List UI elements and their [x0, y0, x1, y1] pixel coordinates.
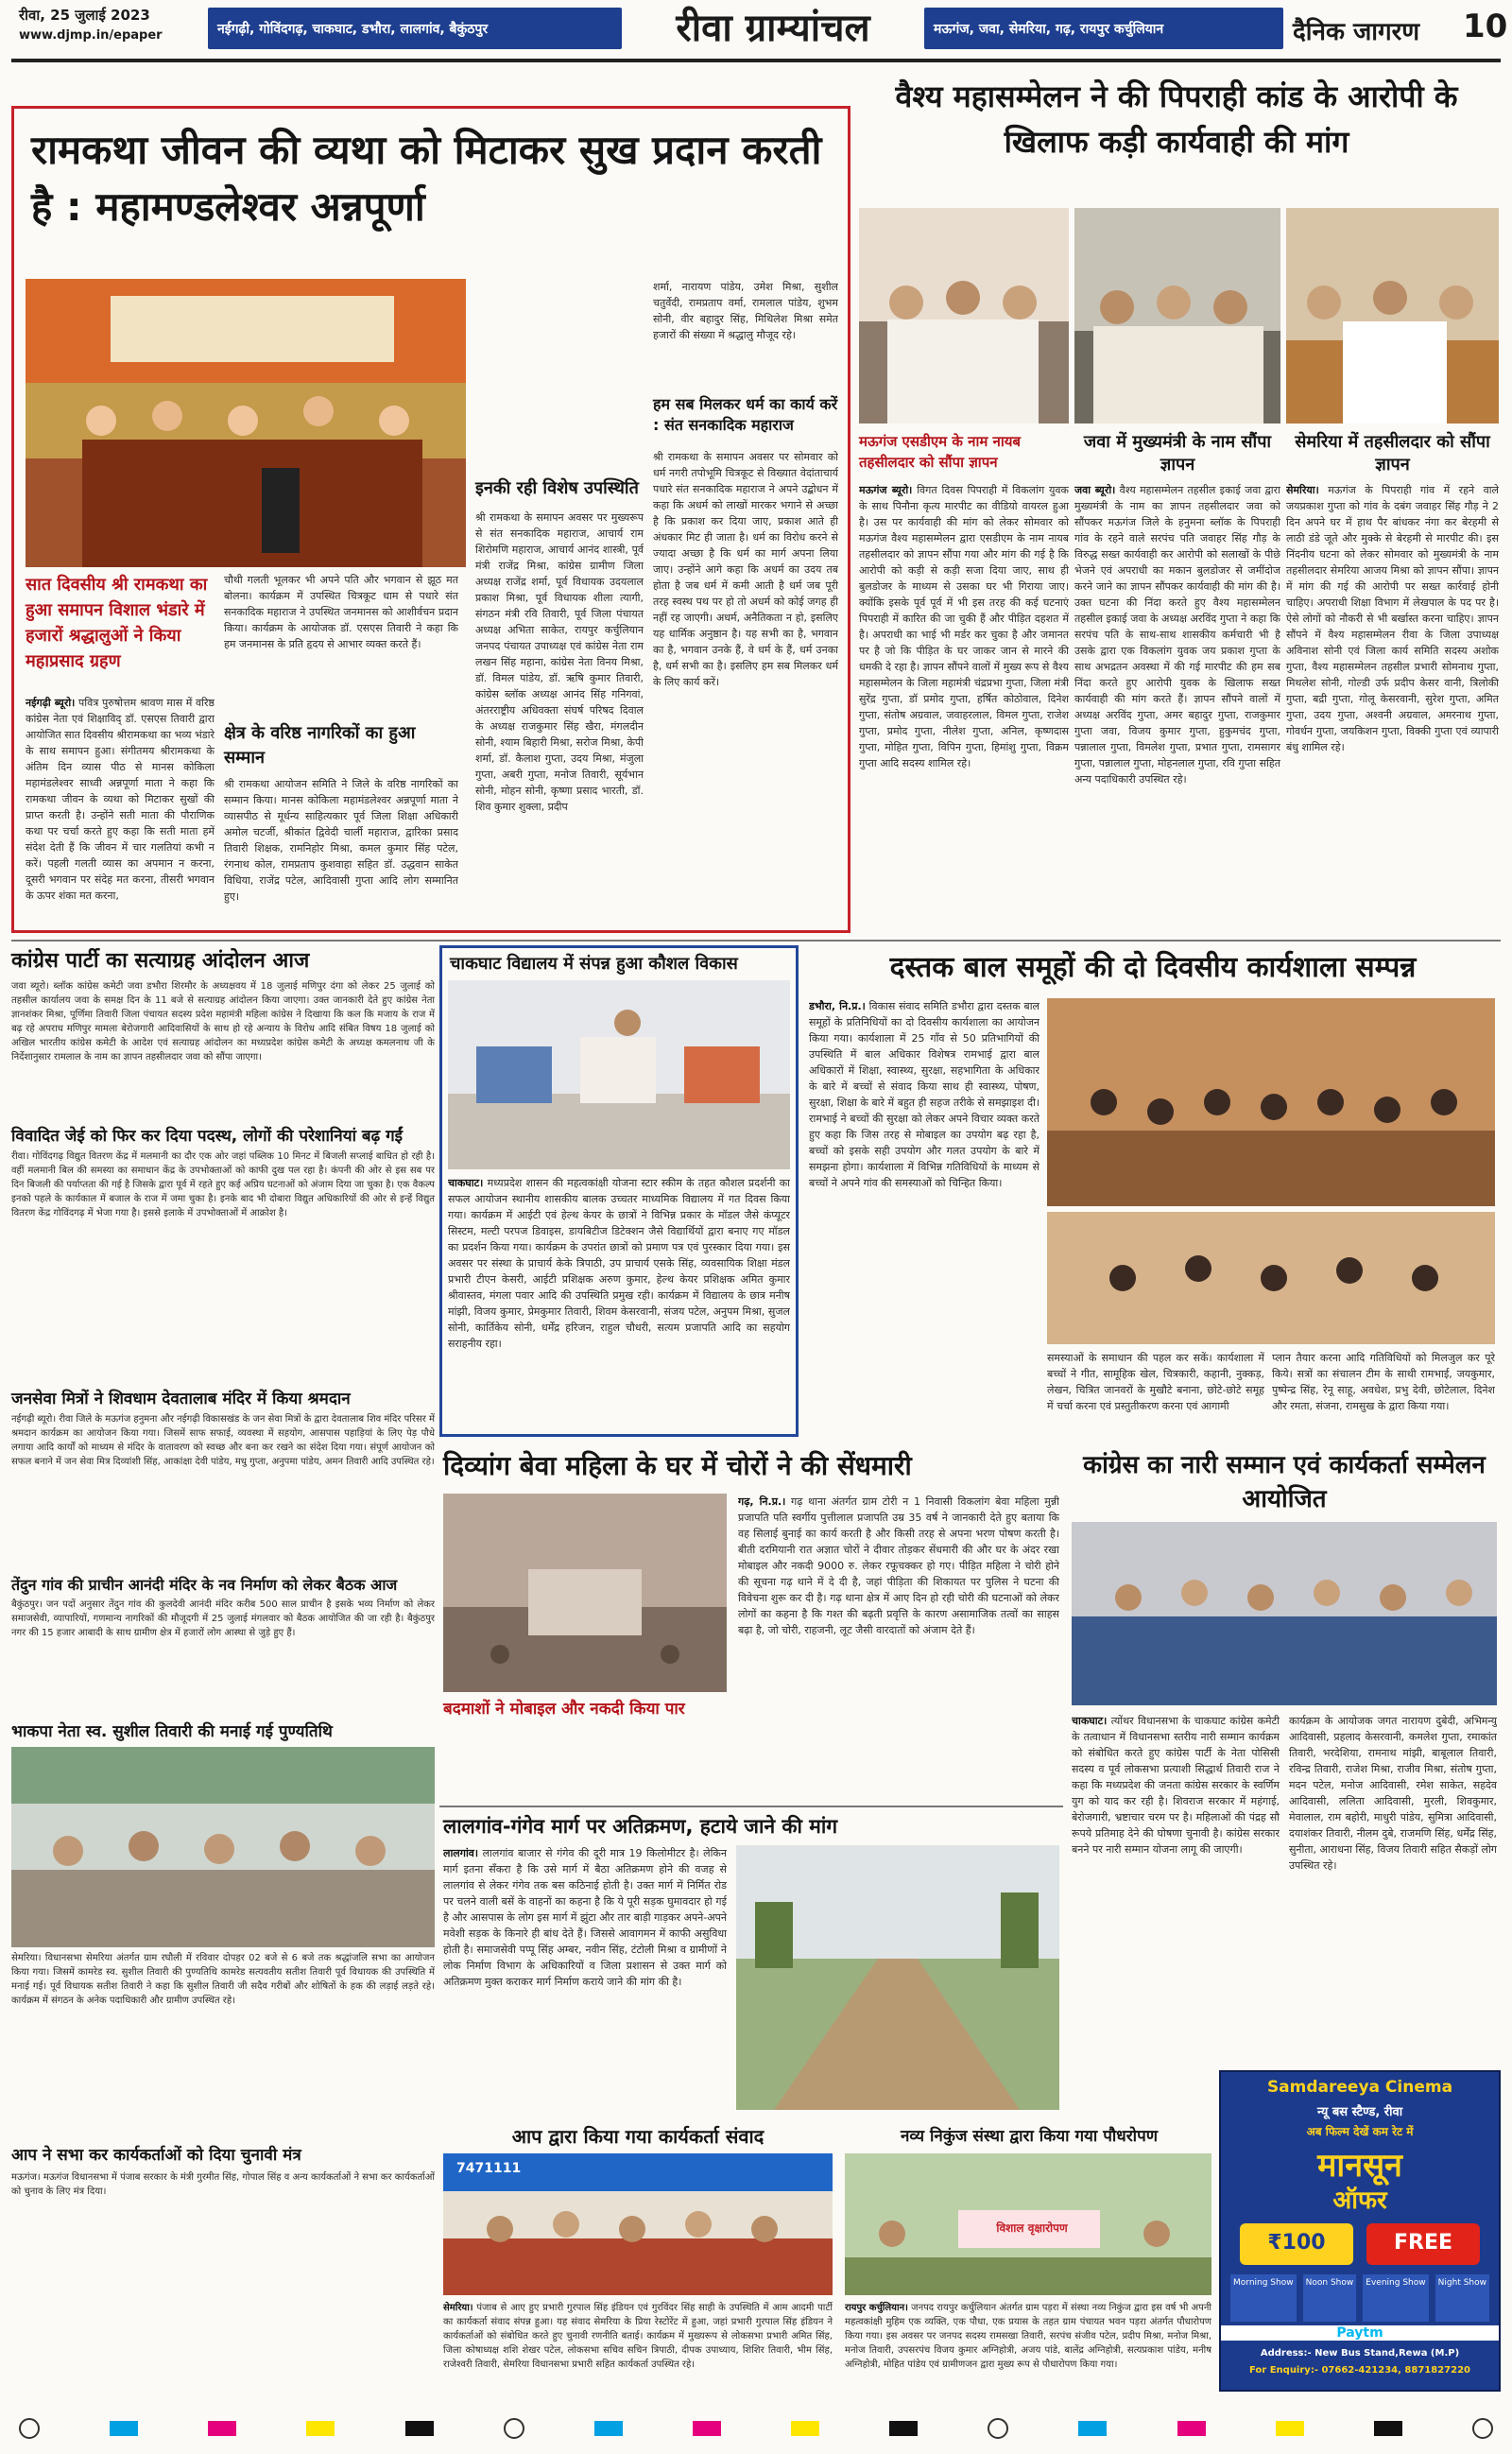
brief-je: रीवा। गोविंदगढ़ विद्युत वितरण केंद्र में मलमानी का दौर एक ओर जहां पब्लिक 10 मिनट में बिजली सप्लाई बाधित हो रही है। वहीं मलमानी बिल की समस्या का समाधान केंद्र के उपभोक्ताओं को काफी दुख पल रहा है। कंपनी की ओर से इस सब पर दिन बिजली की पर्याप्तता की गई है जिसके द्वारा पूर्व में रहते हुए कई अप्रिय घटनाओं को अंजाम दिया जा चुका है। एक वैकल्प इनको पहले के कार्यकाल में बजाल के राज में जमा चुका है। इनके बाद भी दोबारा विद्युत अधिकारियों की ओर से इन्हें विद्युत वितरण केंद्र गोविंदगढ़ में भेजा गया है। इससे इलाके में उपभोक्ताओं में आक्रोश है।: [11, 1151, 435, 1218]
col-jawa: [1074, 482, 1280, 926]
photo-subhead: सात दिवसीय श्री रामकथा का हुआ समापन विशाल भंडारे में हजारों श्रद्धालुओं ने किया महाप्रसाद ग्रहण: [26, 575, 208, 671]
body-text: मध्यप्रदेश शासन की महत्वकांक्षी योजना स्टार स्कीम के तहत कौशल प्रदर्शनी का सफल आयोजन स्थानीय शासकीय बालक उच्चतर माध्यमिक विद्यालय में गत दिवस किया गया। कार्यक्रम में आईटी एवं हेल्थ केयर के छात्रों ने विभिन्न प्रकार के मॉडल जैसे कंप्यूटर सिस्टम, मल्टी परपज डिवाइस, डायबिटीज डिटेक्शन जैसे विद्यार्थियों द्वारा बनाए गए मॉडल का प्रदर्शन किया गया। कार्यक्रम के उपरांत छात्रों को प्रमाण पत्र एवं पुरस्कार दिया गया। इस अवसर पर संस्था के प्राचार्य केके त्रिपाठी, उप प्राचार्य एसके सिंह, व्यवसायिक शिक्षा मंडल प्रभारी टीएन केसरी, आईटी प्रशिक्षक अरुण कुमार, हेल्थ केयर प्रशिक्षक अमित कुमार श्रीवास्तव, मंगला पवार आदि की उपस्थिति प्रमुख रही। कार्यक्रम में विद्यालय के छात्र मनीष मांझी, विजय कुमार, प्रेमकुमार तिवारी, शिवम केसरवानी, संजय पटेल, अनुपम मिश्रा, सुजल सोनी, कार्तिकेय सोनी, धर्मेंद्र हरिजन, राहुल चौधरी, सत्यम प्रजापति आदि का सहयोग सराहनीय रहा।: [448, 1177, 790, 1350]
color-swatch: [405, 2421, 434, 2436]
aap-banner-number: 7471111: [456, 2161, 522, 2176]
ad-address: Address:- New Bus Stand,Rewa (M.P): [1260, 2348, 1460, 2359]
color-swatch: [306, 2421, 335, 2436]
article-vaishya: [855, 66, 1501, 936]
dastak-col-3: प्लान तैयार करना आदि गतिविधियों को मिलजुल कर पूरे किये। सत्रों का संचालन टीम के साथी रामभाई, जयकुमार, पुष्पेन्द्र सिंह, रेनू साहू, अवधेश, प्रभु देवी, छोटेलाल, दिनेश और रमता, संजना, रामसुख के द्वारा किया गया।: [1272, 1352, 1495, 1412]
color-swatch: [594, 2421, 623, 2436]
showtime: Morning Show: [1230, 2274, 1297, 2322]
encroachment-body: [443, 1845, 727, 2110]
plantation-photo: [845, 2153, 1211, 2295]
ad-free: FREE: [1393, 2231, 1453, 2255]
ad-paytm: Paytm: [1221, 2325, 1499, 2341]
col-3: श्री रामकथा के समापन अवसर पर मुख्यरूप से संत सनकादिक महाराज, आचार्य राम शिरोमणि महाराज, आचार्य आनंद शास्त्री, पूर्व मंत्री राजेंद्र मिश्रा, कांग्रेस ग्रामीण जिला अध्यक्ष राजेंद्र शर्मा, पूर्व विधायक उदयलाल प्रकाश मिश्रा, पूर्व विधायक शीला त्यागी, संगठन मंत्री रवि तिवारी, पूर्व जिला पंचायत अध्यक्ष अभिता साकेत, रायपुर कर्चुलियान जनपद पंचायत उपाध्यक्ष एवं कांग्रेस नेता राम लखन सिंह महाना, कांग्रेस नेता विनय मिश्रा, डॉ. विमल पांडेय, डॉ. ऋषि कुमार तिवारी, कांग्रेस ब्लॉक अध्यक्ष आनंद सिंह गनिगवां, अंतरराष्ट्रीय अधिवक्ता संघर्ष परिषद दिवाल के अध्यक्ष राजकुमार सिंह खैरा, मंगलदीन सोनी, श्याम बिहारी मिश्रा, सरोज मिश्रा, केपी शर्मा, डॉ. कैलाश गुप्ता, उदय मिश्रा, मंजुला गुप्ता, अबरी गुप्ता, मनोज तिवारी, सूर्यभान सोनी, मोहन सोनी, कृष्णा प्रसाद भारती, डॉ. शिव कुमार शुक्ला, प्रदीप: [475, 511, 644, 813]
ad-price-box: [1240, 2223, 1353, 2265]
divider: [11, 940, 1501, 942]
ad-free-box: [1366, 2223, 1480, 2265]
color-swatch: [693, 2421, 721, 2436]
registration-strip: [19, 2416, 1493, 2441]
showtime: Evening Show: [1363, 2274, 1428, 2322]
dateline: सेमरिया।: [1286, 484, 1319, 496]
brief-aap-mantra: मऊगंज। मऊगंज विधानसभा में पंजाब सरकार के मंत्री गुरमीत सिंह, गोपाल सिंह व अन्य कार्यकर्ताओं ने सभा कर कार्यकर्ताओं को चुनाव के लिए मंत्र दिया।: [11, 2172, 435, 2197]
color-swatch: [1078, 2421, 1107, 2436]
plantation-banner: विशाल वृक्षारोपण: [996, 2221, 1068, 2235]
article-headline: आप द्वारा किया गया कार्यकर्ता संवाद: [511, 2125, 765, 2148]
body-text: त्योंथर विधानसभा के चाकघाट कांग्रेस कमेटी के तत्वाधान में विधानसभा स्तरीय नारी सम्मान कार्यक्रम को संबोधित करते हुए कांग्रेस पार्टी के नेता पोसिसी सदस्य व पूर्व लोकसभा प्रत्याशी सिद्धार्थ तिवारी राज ने कहा कि मध्यप्रदेश की जनता कांग्रेस सरकार के स्वर्णिम युग को याद कर रही है। शिवराज सरकार में महंगाई, बेरोजगारी, भ्रष्टाचार चरम पर है। महिलाओं की पंद्रह सौ रूपये प्रतिमाह देने की घोषणा चुनावी है। कांग्रेस सरकार बनने पर नारी सम्मान योजना लागू की जाएगी।: [1072, 1715, 1280, 1856]
column-briefs: [11, 945, 435, 2392]
dastak-photo-2: [1047, 1212, 1495, 1344]
road-photo: [736, 1845, 1059, 2110]
women-col-1: [1072, 1713, 1280, 2061]
article-headline: लालगांव-गंगेव मार्ग पर अतिक्रमण, हटाये जाने की मांग: [443, 1815, 838, 1838]
headline-je: विवादित जेई को फिर कर दिया पदस्थ, लोगों की परेशानियां बढ़ गईं: [11, 1127, 404, 1146]
masthead-title: रीवा ग्राम्यांचल: [676, 6, 870, 50]
col-semariya: [1286, 482, 1499, 926]
headline-shivdham: जनसेवा मित्रों ने शिवधाम देवतालाब मंदिर में किया श्रमदान: [11, 1390, 351, 1408]
headline-aap-mantra: आप ने सभा कर कार्यकर्ताओं को दिया चुनावी मंत्र: [11, 2146, 301, 2165]
caption-mauganj: मऊगंज एसडीएम के नाम नायब तहसीलदार को सौंपा ज्ञापन: [859, 433, 1021, 471]
dateline: गढ़, नि.प्र.।: [738, 1495, 786, 1508]
dateline: रायपुर कर्चुलियान।: [845, 2303, 908, 2313]
women-col-2: कार्यक्रम के आयोजक जगत नारायण दुबेदी, अभिमन्यु आदिवासी, प्रहलाद केसरवानी, कमलेश गुप्ता, रमाकांत तिवारी, भरदेशिया, रामनाथ मांझी, बाबूलाल तिवारी, रविन्द्र तिवारी, राजेश मिश्रा, राजीव मिश्रा, संतोष गुप्ता, मदन पटेल, मनोज आदिवासी, रमेश साकेत, सहदेव आदिवासी, ललिता आदिवासी, मुरली, शिवकुमार, मेवालाल, राम बहोरी, माधुरी पांडेय, सुमित्रा आदिवासी, दयाशंकर तिवारी, नीलम दुबे, राजमणि सिंह, धर्मेंद्र सिंह, सुनीता, आराधना सिंह, विजय तिवारी सहित सैकड़ों लोग उपस्थित रहे।: [1289, 1715, 1497, 1872]
color-swatch: [791, 2421, 819, 2436]
col-1-text: पवित्र पुरुषोत्तम श्रावण मास में वरिष्ठ कांग्रेस नेता एवं शिक्षाविद् डॉ. एसएस तिवारी द्वारा आयोजित सात दिवसीय श्रीरामकथा का भव्य भंडारे के साथ समापन हुआ। संगीतमय श्रीरामकथा के अंतिम दिन व्यास पीठ से मानस कोकिला महामंडलेश्वर साध्वी अन्नपूर्णा माता ने कहा कि रामकथा जीवन के व्यथा को मिटाकर सुखों की प्राप्त करती है। उन्होंने सती माता की पौराणिक कथा पर चर्चा करते हुए कहा कि सती माता हमें संदेश देती हैं कि जीवन में चार गलतियां कभी न करें। पहली गलती व्यास का अपमान न करना, दूसरी भगवान पर संदेह मत करना, तीसरी भगवान के ऊपर शंका मत करना,: [26, 697, 215, 902]
brief-tendun: बैकुंठपुर। जन पदों अनुसार तेंदुन गांव की कुलदेवी आनंदी मंदिर करीब 500 साल प्राचीन है इसके भव्य निर्माण को लेकर समाजसेवी, व्यापारियों, गणमान्य नागरिकों की मौजूदगी में 25 जुलाई मंगलवार को बैठक आयोजित की जा रही है। बैकुंठपुर नगर की 15 हजार आबादी के साथ ग्रामीण क्षेत्र में हजारों लोग आस्था से जुड़े हुए हैं।: [11, 1599, 435, 1638]
dateline: डभौरा, नि.प्र.।: [809, 1000, 866, 1012]
registration-mark: [988, 2418, 1008, 2439]
brief-shivdham: नईगढ़ी ब्यूरो। रीवा जिले के मऊगंज हनुमना और नईगढ़ी विकासखंड के जन सेवा मित्रों के द्वारा देवतालाब शिव मंदिर परिसर में श्रमदान कार्यक्रम का आयोजन किया गया। जिसमें साफ सफाई, व्यवस्था में सहयोग, आसपास पहाड़ियां के लिए पेड़ पौधे लगाया आदि कार्यों को माध्यम से मंदिर के वातावरण को स्वच्छ और बना कर रखने का संदेश दिया गया। संपूर्ण आयोजन को सफल बनाने में जन सेवा मित्र दिव्यांशी सिंह, आकांक्षा देवी पांडेय, मधु गुप्ता, अनुपमा पांडेय, अमन तिवारी आदि उपस्थित रहे।: [11, 1414, 435, 1467]
col-1: [26, 695, 215, 929]
page-header: [0, 0, 1512, 57]
dastak-photo-1: [1047, 998, 1495, 1206]
color-swatch: [1374, 2421, 1402, 2436]
article-headline: नव्य निकुंज संस्था द्वारा किया गया पौधरोपण: [900, 2127, 1159, 2146]
ad-monsoon: मानसून: [1317, 2147, 1402, 2185]
ad-offer-top: अब फिल्म देखें कम रेट में: [1306, 2125, 1414, 2138]
page-number: 10: [1463, 8, 1508, 45]
photo-punyatithi: [11, 1747, 435, 1947]
article-headline: रामकथा जीवन की व्यथा को मिटाकर सुख प्रदान करती है : महामण्डलेश्वर अन्नपूर्णा: [31, 127, 822, 230]
col-text: विगत दिवस पिपराही में विकलांग युवक के साथ पिनौना कृत्य मारपीट का वीडियो वायरल हुआ है। उस पर कार्यवाही की मांग को लेकर सोमवार को मऊगंज वैश्य महासम्मेलन द्वारा एसडीएम के नाम नायब तहसीलदार को ज्ञापन सौंपा गया और मांग की गई है कि आरोपी को कड़ी से कड़ी सजा दिया जाए, साथ ही बुलडोजर के माध्यम से उसका घर भी गिराया जाए। क्योंकि इसके पूर्व पूर्व में भी इस तरह की कई घटनाएं पिपराही में कारित की जा चुकी हैं और पीड़ित दहशत में है। अपराधी का भाई भी मर्डर कर चुका है और जमानत पर है जो कि पीड़ित के घर जाकर जान से मारने की धमकी दे रहा है। ज्ञापन सौंपने वालों में मुख्य रूप से वैश्य महासम्मेलन के जिला महामंत्री चंद्रप्रभा गुप्ता, जिला मंत्री सुरेंद्र गुप्ता, डॉ प्रमोद गुप्ता, हर्षित कोठोवाल, दिनेश गुप्ता, संतोष अग्रवाल, जवाहरलाल, विमल गुप्ता, राजेश गुप्ता, प्रमोद गुप्ता, नीलेश गुप्ता, अनिल, कृष्णदास गुप्ता, मोहित गुप्ता, विपिन गुप्ता, हिमांशु गुप्ता, विक्रम गुप्ता आदि सदस्य शामिल रहे।: [859, 484, 1069, 769]
right-region-band: मऊगंज, जवा, सेमरिया, गढ़, रायपुर कर्चुलियान: [924, 8, 1283, 49]
registration-mark: [1472, 2418, 1493, 2439]
left-region-band: नईगढ़ी, गोविंदगढ़, चाकघाट, डभौरा, लालगांव, बैकुंठपुर: [208, 8, 622, 49]
registration-mark: [19, 2418, 40, 2439]
aap-photo: [443, 2153, 833, 2295]
ad-showtimes: [1230, 2274, 1489, 2322]
skill-photo: [448, 980, 790, 1169]
dateline: सेमरिया।: [443, 2303, 473, 2313]
registration-mark: [504, 2418, 524, 2439]
caption-jawa: जवा में मुख्यमंत्री के नाम सौंपा ज्ञापन: [1083, 432, 1272, 475]
caption-semariya: सेमरिया में तहसीलदार को सौंपा ज्ञापन: [1295, 432, 1490, 475]
dastak-col-1: [809, 998, 1040, 1424]
article-ramkatha: [11, 106, 850, 933]
ramkatha-photo: [26, 279, 466, 567]
col-4b: श्री रामकथा के समापन अवसर पर सोमवार को धर्म नगरी तपोभूमि चित्रकूट से विख्यात वेदांताचार्य पधारे संत सनकादिक महाराज ने अपने उद्बोधन में कहा कि अधर्म को लाखों मारकर भगाने से अच्छा है कि प्रकाश कर दिया जाए, प्रकाश आते ही अंधकार मिट ही जाता है। धर्म का विरोध करने से ज्यादा अच्छा है कि धर्म का मार्ग अपना लिया जाए। उन्होंने आगे कहा कि अधर्म का उदय तब होता है जब धर्म में कमी आती है धर्म जब पूरी तरह स्वस्थ पथ पर हो तो अधर्म को कोई जगह ही नहीं रह जाएगी। अधर्म, अनैतिकता न हो, इसलिए यह धार्मिक अनुष्ठान है। यह सभी का है, भगवान का है, भगवान उनके हैं, वे धर्म के हैं, धर्म उनका है, धर्म सभी का है। इसलिए हम सब मिलकर धर्म के लिए कार्य करें।: [653, 451, 838, 688]
aap-body: [443, 2301, 833, 2392]
color-swatch: [1177, 2421, 1206, 2436]
article-headline: दस्तक बाल समूहों की दो दिवसीय कार्यशाला सम्पन्न: [889, 951, 1417, 984]
skill-body: [448, 1175, 790, 1430]
issue-date: रीवा, 25 जुलाई 2023: [19, 7, 150, 24]
article-headline: दिव्यांग बेवा महिला के घर में चोरों ने की सेंधमारी: [443, 1450, 912, 1481]
article-aap: [439, 2123, 836, 2397]
brief-satyagraha: जवा ब्यूरो। ब्लॉक कांग्रेस कमेटी जवा डभौरा शिरमौर के अध्यक्षवय में 18 जुलाई मणिपुर दंगा को लेकर 25 जुलाई को तहसील कार्यालय जवा के समक्ष दिन के 11 बजे से सत्याग्रह आंदोलन किया जाएगा। उक्त जानकारी देते हुए कांग्रेस नेता ज्ञानशंकर मिश्रा, पूर्णिमा तिवारी जिला पंचायत सदस्य प्रदेश महामंत्री महिला कांग्रेस ने दिखाया कि कल कि मजाय के राज में बढ़ रहे अपराध मणिपुर मामला बेरोजगारी आदिवासियों के साथ हो रहे अन्याय के विरोध आदि संबित विषय 18 जुलाई को अखिल भारतीय कांग्रेस कमेटी के आदेश एवं सत्याग्रह आंदोलन का मध्यप्रदेश कांग्रेस कमेटी के अध्यक्ष कमलनाथ जी के निर्देशानुसार रामलाल के नाम का ज्ञापन तहसीलदार जवा को सौंपा जाएगा।: [11, 981, 435, 1063]
photo-mauganj: [859, 208, 1069, 423]
ad-offer: ऑफर: [1332, 2186, 1387, 2215]
col-4: शर्मा, नारायण पांडेय, उमेश मिश्रा, सुशील चतुर्वेदी, रामप्रताप वर्मा, रामलाल पांडेय, शुभम सोनी, वीर बहादुर सिंह, मिथिलेश मिश्रा समेत हजारों की संख्या में श्रद्धालु मौजूद रहे।: [653, 281, 838, 341]
color-swatch: [110, 2421, 138, 2436]
headline-tendun: तेंदुन गांव की प्राचीन आनंदी मंदिर के नव निर्माण को लेकर बैठक आज: [11, 1576, 398, 1594]
color-swatch: [1276, 2421, 1304, 2436]
dateline: चाकघाट।: [448, 1177, 484, 1189]
theft-body: [738, 1494, 1059, 1796]
dateline: जवा ब्यूरो।: [1074, 484, 1116, 496]
article-dastak: [805, 945, 1501, 1437]
col-text: मऊगंज के पिपराही गांव में रहने वाले जयप्रकाश गुप्ता को गांव के दबंग जवाहर सिंह गौड़ ने 2 दिन अपने घर में हाथ पैर बांधकर नंगा कर बेरहमी से लाठी डंडे जूते और मुक्के से बेरहमी से मारपीट की। इस निंदनीय घटना को लेकर सोमवार को मुख्यमंत्री के नाम तहसीलदार सेमरिया आजय मिश्रा को ज्ञापन सौंपा। ज्ञापन में मांग की गई की आरोपी पर सख्त कार्रवाई होनी चाहिए। अपराधी शिक्षा विभाग में लेखपाल के पद पर है। ऐसे लोगों को नौकरी से भी बर्खास्त करना चाहिए। ज्ञापन सौंपने में वैश्य महासम्मेलन रीवा के जिला उपाध्यक्ष अविनाश सोनी एवं जिला कार्य समिति सदस्य अशोक गुप्ता, वैश्य महासम्मेलन तहसील प्रभारी सोमनाथ गुप्ता, मिथलेश सोनी, गोल्डी उर्फ प्रदीप केसर वानी, त्रिलोकी गुप्ता, बद्री गुप्ता, गोलू केसरवानी, सुरेश गुप्ता, अमित गुप्ता, उदय गुप्ता, अश्वनी अग्रवाल, अमरनाथ गुप्ता, गोवर्धन गुप्ता, जयकिशन गुप्ता, विक्की गुप्ता एवं व्यापारी बंधु शामिल रहे।: [1286, 484, 1499, 753]
article-women-congress: [1068, 1443, 1501, 2066]
photo-semariya: [1286, 208, 1499, 423]
divider: [439, 1806, 1063, 1807]
ad-enquiry: For Enquiry:- 07662-421234, 8871827220: [1249, 2365, 1470, 2376]
theft-caption: बदमाशों ने मोबाइल और नकदी किया पार: [443, 1700, 685, 1719]
cinema-ad[interactable]: [1219, 2070, 1501, 2392]
col-mauganj: [859, 482, 1069, 926]
ad-brand: Samdareeya Cinema: [1266, 2078, 1453, 2097]
col-2: चौथी गलती भूलकर भी अपने पति और भगवान से झूठ मत बोलना। कार्यक्रम में उपस्थित चित्रकूट धाम से पधारे संत सनकादिक महाराज ने उपस्थित जनमानस को आशीर्वचन प्रदान किया। कार्यक्रम के आयोजक डॉ. एसएस तिवारी ने कहा कि हम जनमानस के प्रति हृदय से आभार व्यक्त करते हैं।: [224, 574, 458, 650]
epaper-link[interactable]: www.djmp.in/epaper: [19, 28, 163, 43]
body-text: लालगांव बाजार से गंगेव की दूरी मात्र 19 किलोमीटर है। लेकिन मार्ग इतना सँकरा है कि उसे मार्ग में बैठा अतिक्रमण होने की वजह से लालगांव से लेकर गंगेव तक बस कठिनाई होती है। उक्त मार्ग में निर्मित रोड पर चलने वाली बसें के वाहनों का कहना है कि ये पूरी सड़क घुमावदार हो गई है और आसपास के लोग इस मार्ग में झुंटा और तार बाड़ी गाड़कर अपने-अपने मवेशी सड़क के किनारे ही बांध देते हैं। जिससे आवागमन में काफी असुविधा होती है। समाजसेवी पप्पू सिंह अम्बर, नवीन सिंह, टंटोली मिश्रा व ग्रामीणों ने लोक निर्माण विभाग के अधिकारियों व जिला प्रशासन से उक्त मार्ग को अतिक्रमण मुक्त कराकर मार्ग निर्माण कराये जाने की मांग की है।: [443, 1847, 727, 1988]
ad-price: ₹100: [1267, 2231, 1326, 2255]
dateline: लालगांव।: [443, 1847, 479, 1859]
brief-punyatithi: सेमरिया। विधानसभा सेमरिया अंतर्गत ग्राम रघौली में रविवार दोपहर 02 बजे से 6 बजे तक श्रद्धांजलि सभा का आयोजन किया गया। जिसमें कामरेड स्व. सुशील तिवारी की पुण्यतिथि कामरेड सत्यवतीय सतीश तिवारी पूर्व विधायक की उपस्थिति में मनाई गई। पूर्व विधायक सतीश तिवारी ने कहा कि सुशील तिवारी जी सदैव गरीबों और शोषितों के हक की लड़ाई लड़ते रहे। कार्यक्रम में संगठन के अनेक पदाधिकारी और ग्रामीण उपस्थित रहे।: [11, 1953, 435, 2006]
article-headline: कांग्रेस का नारी सम्मान एवं कार्यकर्ता सम्मेलन आयोजित: [1083, 1451, 1486, 1513]
women-photo: [1072, 1522, 1497, 1705]
subhead-senior-citizens: क्षेत्र के वरिष्ठ नागरिकों का हुआ सम्मान: [224, 723, 416, 768]
col-text: वैश्य महासम्मेलन तहसील इकाई जवा द्वारा मुख्यमंत्री के नाम का ज्ञापन तहसीलदार जवा को सौंपकर मऊगंज जिले के हनुमना ब्लॉक के पिपराही गांव के रहने वाले सरपंच पति जवाहर सिंह गौड़ के विरुद्ध सख्त कार्यवाही कर आरोपी को सलाखों के पीछे भेजने एवं अपराधी का मकान बुलडोजर से जमींदोज करने जाने का ज्ञापन सौंपकर कार्यवाही की मांग की है। उक्त घटना की निंदा करते हुए वैश्य महासम्मेलन तहसील इकाई जवा के अध्यक्ष अरविंद गुप्ता ने कहा कि सरपंच पति के साथ-साथ शासकीय कर्मचारी भी है उसके द्वारा एक विकलांग युवक जय प्रकाश गुप्ता के साथ अभद्रतन अवस्था में की गई मारपीट की हम सब निंदा करते हुए आरोपी युवक के खिलाफ सख्त कार्यवाही की मांग करते हैं। ज्ञापन सौंपने वालों में अध्यक्ष अरविंद गुप्ता, अमर बहादुर गुप्ता, राजकुमार गुप्ता जवा, विजय कुमार गुप्ता, हुकुमचंद गुप्ता, पन्नालाल गुप्ता, विमलेश गुप्ता, प्रभात गुप्ता, रामसागर गुप्ता, पन्नालाल गुप्ता, मोहनलाल गुप्ता, रवि गुप्ता सहित अन्य पदाधिकारी उपस्थित रहे।: [1074, 484, 1280, 786]
photo-jawa: [1074, 208, 1280, 423]
dateline: मऊगंज ब्यूरो।: [859, 484, 913, 496]
plantation-body: [845, 2301, 1211, 2392]
theft-photo: [443, 1494, 727, 1692]
showtime: Night Show: [1435, 2274, 1489, 2322]
subhead-presence: इनकी रही विशेष उपस्थिति: [475, 478, 639, 498]
color-swatch: [889, 2421, 918, 2436]
header-rule: [11, 59, 1501, 62]
dateline: नईगढ़ी ब्यूरो।: [26, 697, 76, 709]
showtime: Noon Show: [1303, 2274, 1357, 2322]
col-2b: श्री रामकथा आयोजन समिति ने जिले के वरिष्ठ नागरिकों का सम्मान किया। मानस कोकिला महामंडलेश्वर अन्नपूर्णा माता ने व्यासपीठ से मूर्धन्य साहित्यकार पूर्व जिला शिक्षा अधिकारी अमोल चटर्जी, श्रीकांत द्विवेदी चार्ली महाराज, द्वारिका प्रसाद तिवारी शिक्षक, रामनिहोर मिश्रा, कमल कुमार सिंह पटेल, रंगनाथ कोल, रामप्रताप कुशवाहा सहित डॉ. उद्धवान साकेत विधिया, राजेंद्र पटेल, आदिवासी गुप्ता आदि लोग सम्मानित हुए।: [224, 778, 458, 903]
headline-punyatithi: भाकपा नेता स्व. सुशील तिवारी की मनाई गई पुण्यतिथि: [11, 1722, 333, 1741]
article-encroachment: [439, 1806, 1063, 2117]
dastak-col-2: समस्याओं के समाधान की पहल कर सकें। कार्यशाला में बच्चों ने गीत, सामूहिक खेल, चित्रकारी, कहानी, नुक्कड़, लेखन, चित्रित जानवरों के मुखौटे बनाना, छोटे-छोटे समूह में चर्चा करना एवं प्रस्तुतीकरण करना एवं आगामी: [1047, 1352, 1264, 1412]
ad-location: न्यू बस स्टैण्ड, रीवा: [1316, 2105, 1403, 2119]
dateline: चाकघाट।: [1072, 1715, 1108, 1727]
article-skill: [439, 945, 799, 1437]
body-text: पंजाब से आए हुए प्रभारी गुरपाल सिंह इंडियन एवं गुरविंदर सिंह साही के उपस्थिति में आम आदमी पार्टी का कार्यकर्ता संवाद संपन्न हुआ। यह संवाद सेमरिया के प्रिया रेस्टोरेंट में हुआ, जहां प्रभारी गुरपाल सिंह इंडियन ने कार्यकर्ताओं को संबोधित करते हुए चुनावी रणनीति बताई। कार्यक्रम में मुख्यरूप से लोकसभा प्रभारी अमित सिंह, जिला कोषाध्यक्ष शशि शेखर पटेल, लोकसभा सचिव सचिन त्रिपाठी, दीपक उपाध्याय, शिशिर तिवारी, भीम सिंह, राजेश्वरी तिवारी, सेमरिया विधानसभा प्रभारी सहित कार्यकर्ता उपस्थित रहे।: [443, 2303, 833, 2370]
article-plantation: [841, 2123, 1215, 2397]
article-theft: [439, 1443, 1063, 1802]
body-text: गढ़ थाना अंतर्गत ग्राम टोरी न 1 निवासी विकलांग बेवा महिला मुन्नी प्रजापति पति स्वर्गीय पुत्तीलाल प्रजापति उम्र 35 वर्ष ने जानकारी देते हुए बताया कि वह सिलाई बुनाई का कार्य करती है और किसी तरह से अपना भरण पोषण करती है। बीती दरमियानी रात अज्ञात चोरों ने दीवार तोड़कर सेंधमारी की और घर के अंदर रखा मोबाइल और नकदी 9000 रु. लेकर रफूचक्कर हो गए। पीड़ित महिला ने चोरी होने की सूचना गढ़ थाने में दे दी है, जहां पीड़िता की शिकायत पर पुलिस ने घटना की विवेचना शुरू कर दी है। गढ़ थाना क्षेत्र में आए दिन हो रही चोरी की घटनाओं को लेकर लोगों का कहना है कि गश्त की बढ़ती प्रवृत्ति के कारण असामाजिक तत्वों का साहस बढ़ा है, जो चोरी, राहजनी, लूट जैसी वारदातों को अंजाम देते हैं।: [738, 1495, 1059, 1636]
color-swatch: [208, 2421, 236, 2436]
body-text: जनपद रायपुर कर्चुलियान अंतर्गत ग्राम पड़रा में संस्था नव्य निकुंज द्वारा इस वर्ष भी अपनी महत्वकांक्षी मुहिम एक व्यक्ति, एक पौधा, एक प्रयास के तहत ग्राम पंचायत भवन पड़रा अंतर्गत पौधारोपण किया गया। इस अवसर पर जनपद सदस्य रामसखा तिवारी, सरपंच संजीव पटेल, प्रदीप मिश्रा, मनोज मिश्रा, मनोज तिवारी, उपसरपंच विजय कुमार अग्निहोत्री, अजय पांडे, बालेंद्र अग्निहोत्री, सत्यप्रकाश पांडेय, मनीष अग्निहोत्री, मोहित पांडेय एवं ग्रामीणजन द्वारा मुख्य रूप से पौधारोपण किया गया।: [845, 2303, 1211, 2370]
brand-name: दैनिक जागरण: [1293, 18, 1420, 46]
headline-satyagraha: कांग्रेस पार्टी का सत्याग्रह आंदोलन आज: [11, 949, 310, 973]
article-headline: वैश्य महासम्मेलन ने की पिपराही कांड के आरोपी के खिलाफ कड़ी कार्यवाही की मांग: [895, 78, 1458, 160]
body-text: विकास संवाद समिति डभौरा द्वारा दस्तक बाल समूहों के प्रतिनिधियों का दो दिवसीय कार्यशाला का आयोजन किया गया। कार्यशाला में 25 गाँव से 50 प्रतिभागियों की उपस्थिति में बाल अधिकार विशेषत्र रामभाई द्वारा बाल अधिकारों में शिक्षा, स्वास्थ्य, सुरक्षा, सहभागिता के अधिकार के बारे में बच्चों से संवाद किया साथ ही स्वास्थ्य, पोषण, सुरक्षा, शिक्षा के बारे में बहुत ही सहज तरीके से समझाइश दी। रामभाई ने बच्चों की सुरक्षा को लेकर अपने विचार व्यक्त करते हुए कहा कि जिस तरह से मोबाइल का उपयोग बढ़ रहा है, बच्चों को इसके सही उपयोग और गलत उपयोग के बारे में समझना होगा। कार्यशाला में विभिन्न गतिविधियों के माध्यम से बच्चों ने अपने गांव की समस्याओं को चिन्हित किया।: [809, 1000, 1040, 1189]
article-headline: चाकघाट विद्यालय में संपन्न हुआ कौशल विकास: [450, 954, 738, 974]
subhead-sanakadik: हम सब मिलकर धर्म का कार्य करें : संत सनकादिक महाराज: [653, 395, 838, 434]
